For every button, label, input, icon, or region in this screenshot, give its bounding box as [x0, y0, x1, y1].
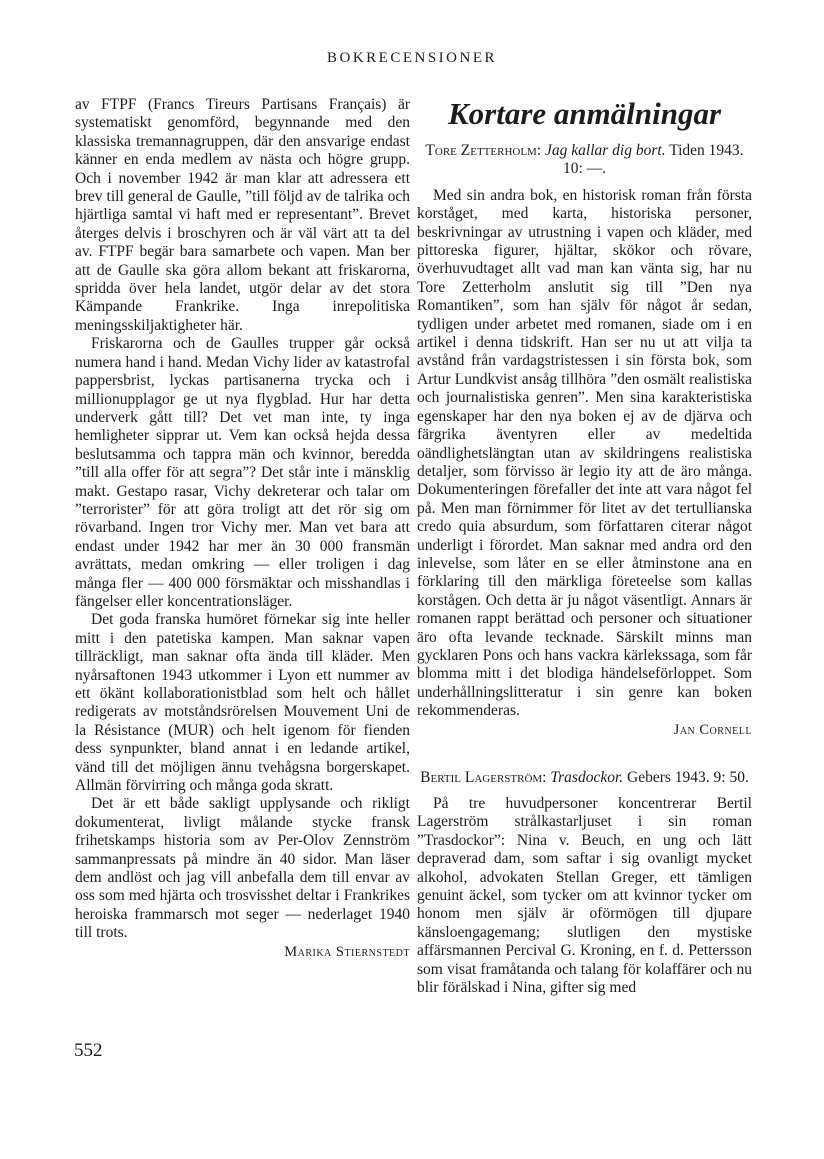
- review-body: [417, 187, 752, 721]
- signature: Marika Stiernstedt: [284, 943, 410, 960]
- paragraph: Det är ett både sakligt upplysande och rikligt dokumenterat, livligt målande stycke fransk frihetskamps historia som av Per-Olov Zennström sammanpressats på mindre än 40 sidor. Man läser dem andlöst och jag vill anbefalla dem till envar av oss som med hjärta och trosvisshet deltar i Frankrikes heroiska frammarsch mot seger — nederlaget 1940 till trots.: [75, 795, 410, 942]
- running-header: BOKRECENSIONER: [326, 50, 497, 66]
- paragraph: På tre huvudpersoner koncentrerar Bertil Lagerström strålkastarljuset i sin roman ”Trasdockor”: Nina v. Beuch, en ung och lätt depraverad dam, som saftar i sig ovanligt mycket alkohol, advokaten Stellan Greger, ett tämligen genuint äckel, som tycker om att kvinnor tycker om honom men själv är oförmögen till djupare känsloengagemang; slutligen den mystiske affärsmannen Percival G. Kroning, en f. d. Pettersson som visat framåtanda och talang för kolaffärer och nu blir förälskad i Nina, gifter sig med: [417, 795, 752, 997]
- paragraph: Med sin andra bok, en historisk roman från första korståget, med karta, historiska personer, beskrivningar av utrustning i vapen och kläder, med pittoreska figurer, hjältar, skökor och rövare, överhuvudtaget allt vad man kan vänta sig, har nu Tore Zetterholm anslutit sig till ”Den nya Romantiken”, som han själv för något år sedan, tydligen under arbetet med romanen, siade om i en artikel i denna tidskrift. Han ser nu ut att vilja ta avstånd från vardagstristessen i sin första bok, som Artur Lundkvist ansåg tillhöra ”den osmält realistiska och journalistiska genren”. Men sina karakteristiska egenskaper har den nya boken ej av de djärva och färgrika äventyren eller av medeltida oändlighetslängtan utan av skildringens realistiska detaljer, som förvisso är legio ity att de äro många. Dokumenteringen förefaller det inte att vara något fel på. Men man förnimmer för litet av det tertullianska credo quia absurdum, som författaren citerar något underligt i förordet. Man saknar med andra ord den inlevelse, som låter en se eller åtminstone ana en förklaring till den märkliga företeelse som kallas korstågen. Och detta är ju något väsentligt. Annars är romanen rappt berättad och personer och situationer äro ofta levande tecknade. Särskilt minns man gycklaren Pons och hans vackra kärlekssaga, som får blomma mitt i det blodiga händelseförloppet. Som underhållningslitteratur i sin genre kan boken rekommenderas.: [417, 186, 752, 720]
- review-author: Bertil Lagerström:: [420, 768, 547, 786]
- review-lagerstrom: [417, 769, 752, 998]
- page-number: 552: [74, 1040, 103, 1061]
- right-column: [417, 96, 752, 997]
- review-book-title: Jag kallar dig bort.: [545, 142, 666, 159]
- section-title: Kortare anmälningar: [447, 96, 722, 131]
- review-separator: [417, 739, 752, 769]
- review-publisher: Tiden 1943. 10: —.: [562, 142, 744, 178]
- review-author: Tore Zetterholm:: [425, 142, 542, 159]
- review-book-title: Trasdockor.: [550, 768, 624, 786]
- paragraph: av FTPF (Francs Tireurs Partisans Français) är systematiskt genomförd, begynnande med den klassiska tremannagruppen, där den ansvarige endast känner en enda medlem av nästa och högre grupp. Och i november 1942 är man klar att adressera ett brev till general de Gaulle, ”till följd av de talrika och hjärtliga samtal vi haft med er representant”. Brevet återges delvis i broschyren och är väl värt att ta del av. FTPF begär bara samarbete och vapen. Man ber att de Gaulle ska göra allom bekant att friskarorna, spridda över hela landet, utgör delar av det stora Kämpande Frankrike. Inga inrepolitiska meningsskiljaktigheter här.: [75, 96, 410, 334]
- review-body: [417, 795, 752, 997]
- left-column: [75, 96, 410, 961]
- signature: Jan Cornell: [673, 721, 752, 738]
- review-heading: [417, 769, 752, 787]
- review-zetterholm: [417, 142, 752, 739]
- review-publisher: Gebers 1943. 9: 50.: [627, 768, 749, 786]
- paragraph: Det goda franska humöret förnekar sig inte heller mitt i den patetiska kampen. Man saknar vapen tillräckligt, man saknar ofta ända till kläder. Men nyårsaftonen 1943 utkommer i Lyon ett nummer av ett ökänt kollaborationistblad som helt och hållet redigerats av motståndsrörelsen Mouvement Uni de la Résistance (MUR) och helt igenom för fienden dess synpunkter, bland annat i en ledande artikel, vänd till det möjligen ännu tvehågsna borgerskapet. Allmän förvirring och många goda skratt.: [75, 611, 410, 795]
- paragraph: Friskarorna och de Gaulles trupper går också numera hand i hand. Medan Vichy lider av katastrofal pappersbrist, lyckas partisanerna trycka och i millionupplagor ge ut nya flygblad. Hur har detta underverk gått till? Det vet man inte, ty inga hemligheter sipprar ut. Vem kan också hejda dessa beslutsamma och tappra män och kvinnor, beredda ”till alla offer för att segra”? Det står inte i mänsklig makt. Gestapo rasar, Vichy dekreterar och talar om ”terrorister” för att göra troligt att det rör sig om rövarband. Ingen tror Vichy mer. Man vet bara att endast under 1942 har mer än 30 000 fransmän avrättats, medan omkring — eller troligen i dag många fler — 400 000 försmäktar och misshandlas i fängelser eller koncentrationsläger.: [75, 335, 410, 610]
- review-heading: [417, 142, 752, 179]
